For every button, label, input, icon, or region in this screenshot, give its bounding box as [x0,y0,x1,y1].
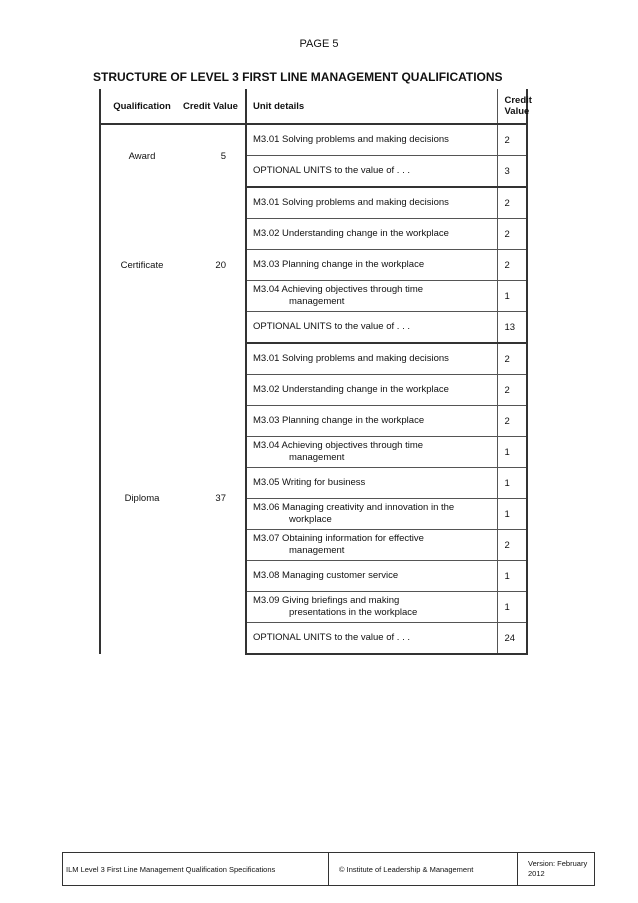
unit-detail-text: M3.08 Managing customer service [253,570,399,581]
page-number: PAGE 5 [299,38,339,50]
unit-detail-continuation: workplace [289,514,332,525]
table-row [100,187,527,219]
unit-detail-text: OPTIONAL UNITS to the value of . . . [253,321,410,332]
unit-detail-cell [246,187,497,219]
header-unit-details: Unit details [246,89,497,124]
unit-credit-cell: 2 [497,124,527,156]
unit-detail-text: M3.04 Achieving objectives through time [253,284,424,295]
unit-detail-cell [246,530,497,561]
unit-detail-text: M3.06 Managing creativity and innovation in the [253,502,455,513]
page-title: STRUCTURE OF LEVEL 3 FIRST LINE MANAGEMENT QUALIFICATIONS [93,70,503,84]
table-header-row [100,89,527,124]
unit-detail-cell [246,592,497,623]
unit-detail-cell [246,281,497,312]
unit-detail-text: M3.07 Obtaining information for effective [253,533,424,544]
unit-credit-cell: 13 [497,312,527,344]
unit-detail-cell [246,343,497,375]
table-row [100,343,527,375]
unit-detail-text: M3.02 Understanding change in the workplace [253,384,449,395]
unit-credit-cell: 1 [497,499,527,530]
unit-detail-text: OPTIONAL UNITS to the value of . . . [253,165,410,176]
unit-credit-cell: 2 [497,375,527,406]
unit-detail-cell [246,250,497,281]
qualifications-table [99,89,532,655]
unit-detail-cell [246,375,497,406]
header-credit-value: Credit Value [183,89,246,124]
unit-detail-continuation: presentations in the workplace [289,607,418,618]
unit-credit-cell: 2 [497,250,527,281]
unit-credit-cell: 1 [497,468,527,499]
footer-copyright: © Institute of Leadership & Management [329,853,518,885]
unit-detail-cell [246,437,497,468]
footer-doc-title: ILM Level 3 First Line Management Qualification Specifications [63,853,329,885]
unit-credit-cell: 24 [497,623,527,655]
unit-credit-cell: 1 [497,592,527,623]
unit-detail-text: M3.04 Achieving objectives through time [253,440,424,451]
unit-detail-continuation: management [289,296,345,307]
unit-detail-cell [246,499,497,530]
qualification-credit-cell: 5 [183,124,246,187]
unit-detail-text: M3.09 Giving briefings and making [253,595,400,606]
unit-detail-continuation: management [289,452,345,463]
unit-detail-continuation: management [289,545,345,556]
unit-detail-cell [246,312,497,344]
unit-detail-cell [246,468,497,499]
header-unit-credit-value: Credit Value [497,89,527,124]
unit-detail-cell [246,219,497,250]
qualification-cell: Award [128,150,156,162]
qualification-cell: Certificate [120,259,164,271]
unit-credit-cell: 1 [497,561,527,592]
unit-credit-cell: 2 [497,530,527,561]
unit-detail-cell [246,561,497,592]
unit-credit-cell: 1 [497,281,527,312]
unit-detail-text: M3.01 Solving problems and making decisions [253,353,449,364]
unit-credit-cell: 2 [497,187,527,219]
unit-detail-text: M3.05 Writing for business [253,477,366,488]
qualification-cell: Diploma [124,493,160,504]
unit-detail-text: M3.02 Understanding change in the workplace [253,228,449,239]
unit-detail-cell [246,156,497,188]
unit-detail-cell [246,124,497,156]
unit-credit-cell: 3 [497,156,527,188]
unit-detail-text: M3.01 Solving problems and making decisions [253,197,449,208]
table-body [100,124,527,654]
unit-detail-cell [246,623,497,655]
qualification-credit-cell: 37 [183,343,246,654]
header-qualification: Qualification [100,89,183,124]
unit-credit-cell: 2 [497,219,527,250]
unit-credit-cell: 2 [497,406,527,437]
unit-detail-text: OPTIONAL UNITS to the value of . . . [253,632,410,643]
unit-detail-text: M3.03 Planning change in the workplace [253,415,425,426]
page-footer [62,852,595,886]
footer-version: Version: February 2012 [528,859,588,878]
unit-credit-cell: 1 [497,437,527,468]
unit-credit-cell: 2 [497,343,527,375]
qualification-credit-cell: 20 [183,187,246,343]
unit-detail-text: M3.01 Solving problems and making decisions [253,134,449,145]
table-row [100,124,527,156]
unit-detail-text: M3.03 Planning change in the workplace [253,259,425,270]
unit-detail-cell [246,406,497,437]
